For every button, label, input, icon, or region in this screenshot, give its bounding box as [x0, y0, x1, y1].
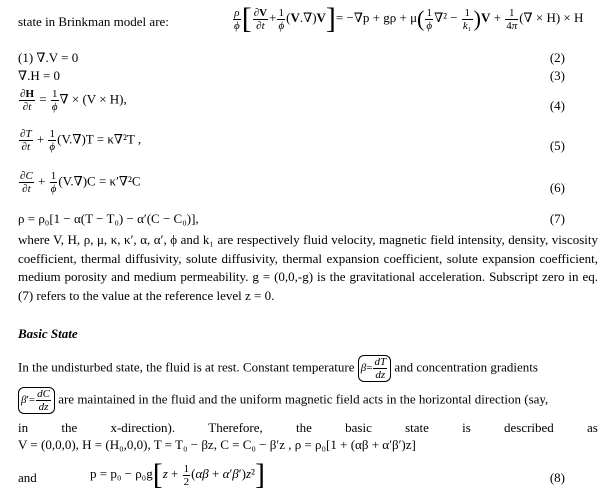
basic-state-equation: V = (0,0,0), H = (H₀,0,0), T = T₀ − βz, C = C₀ − β′z , ρ = ρ₀[1 + (αβ + α′β′)z] [18, 437, 416, 452]
eq-number-2: (2) [549, 50, 565, 65]
basic-text-1: In the undisturbed state, the fluid is at rest. Constant temperature [18, 359, 355, 375]
beta-prime-definition: β′= $\frac{dC}{dz}$ [18, 387, 55, 414]
momentum-eq-rhs: = −∇p + gρ + μ [335, 9, 418, 25]
word: described [504, 420, 554, 435]
word: as [587, 420, 598, 435]
eq6-rhs: (V.∇)C = κ′∇²C [58, 173, 141, 189]
eq8-text: p = p₀ − ρ₀g [90, 465, 153, 481]
word: the [61, 420, 78, 435]
word: is [462, 420, 471, 435]
eq8-lead: and [18, 470, 37, 485]
equation-7: ρ = ρ₀[1 − α(T − T₀) − α′(C − C₀)], [18, 211, 199, 226]
word: basic [345, 420, 372, 435]
intro-text: state in Brinkman model are: [18, 14, 169, 29]
equation-8: p = p₀ − ρ₀g[z + $\frac{1}{2}$ (αβ + α′β′)z²] [90, 458, 265, 491]
equation-5: $\frac{\partial T}{\partial t}$ + $\frac{1}{\phi}$ (V.∇)T = κ∇²T , [20, 128, 142, 153]
momentum-equation: $\frac{\rho}{\phi}$ [ $\frac{\partial V}{\partial t}$ + $\frac{1}{\phi}$ (V.∇)V]= −∇p + gρ + μ( $\frac{1}{\phi}$ ∇² − $\frac{1}{\text{k₁}}$ )V + $\frac{1}{4\pi}$ (∇ × H) × H [234, 2, 584, 35]
word: state [405, 420, 429, 435]
eq4-rhs: ∇ × (V × H), [59, 91, 127, 107]
basic-paragraph-line3 [18, 420, 598, 436]
basic-paragraph-line2 [18, 387, 548, 414]
word: x-direction). [110, 420, 176, 435]
eq-number-5: (5) [549, 138, 565, 153]
eq-number-3: (3) [549, 68, 565, 83]
momentum-eq-tail: (∇ × H) × H [519, 9, 584, 25]
eq-number-6: (6) [549, 180, 565, 195]
eq-number-8: (8) [549, 470, 565, 485]
beta-definition: β= $\frac{dT}{dz}$ [358, 355, 391, 382]
equation-1: (1) ∇.V = 0 [18, 50, 79, 65]
eq-number-7: (7) [549, 211, 565, 226]
word: the [296, 420, 312, 435]
eq-number-4: (4) [549, 98, 565, 113]
word: Therefore, [208, 420, 263, 435]
eq5-rhs: (V.∇)T = κ∇²T , [57, 131, 142, 147]
equation-3: ∇.H = 0 [18, 68, 61, 83]
basic-text-1-tail: and concentration gradients [394, 359, 538, 375]
section-heading: Basic State [18, 326, 78, 341]
equation-6: $\frac{\partial C}{\partial t}$ + $\frac{1}{\phi}$ (V.∇)C = κ′∇²C [20, 170, 141, 195]
basic-paragraph-line1 [18, 355, 538, 382]
where-paragraph: where V, H, ρ, μ, κ, κ′, α, α′, ϕ and k₁ are respectively fluid velocity, magnetic field intensity, density, viscosity coefficient, thermal diffusivity, solute diffusivity, thermal expansion coefficient, solute expansion coefficient, medium porosity and medium permeability. g = (0,0,-g) is the gravitational acceleration. Subscript zero in eq.(7) refers to the value at the reference level z = 0. [18, 232, 598, 303]
word: in [18, 420, 29, 435]
equation-4: $\frac{\partial H}{\partial t}$ = $\frac{1}{\phi}$ ∇ × (V × H), [20, 88, 127, 113]
basic-text-2: are maintained in the fluid and the uniform magnetic field acts in the horizontal direction (say, [58, 391, 549, 407]
